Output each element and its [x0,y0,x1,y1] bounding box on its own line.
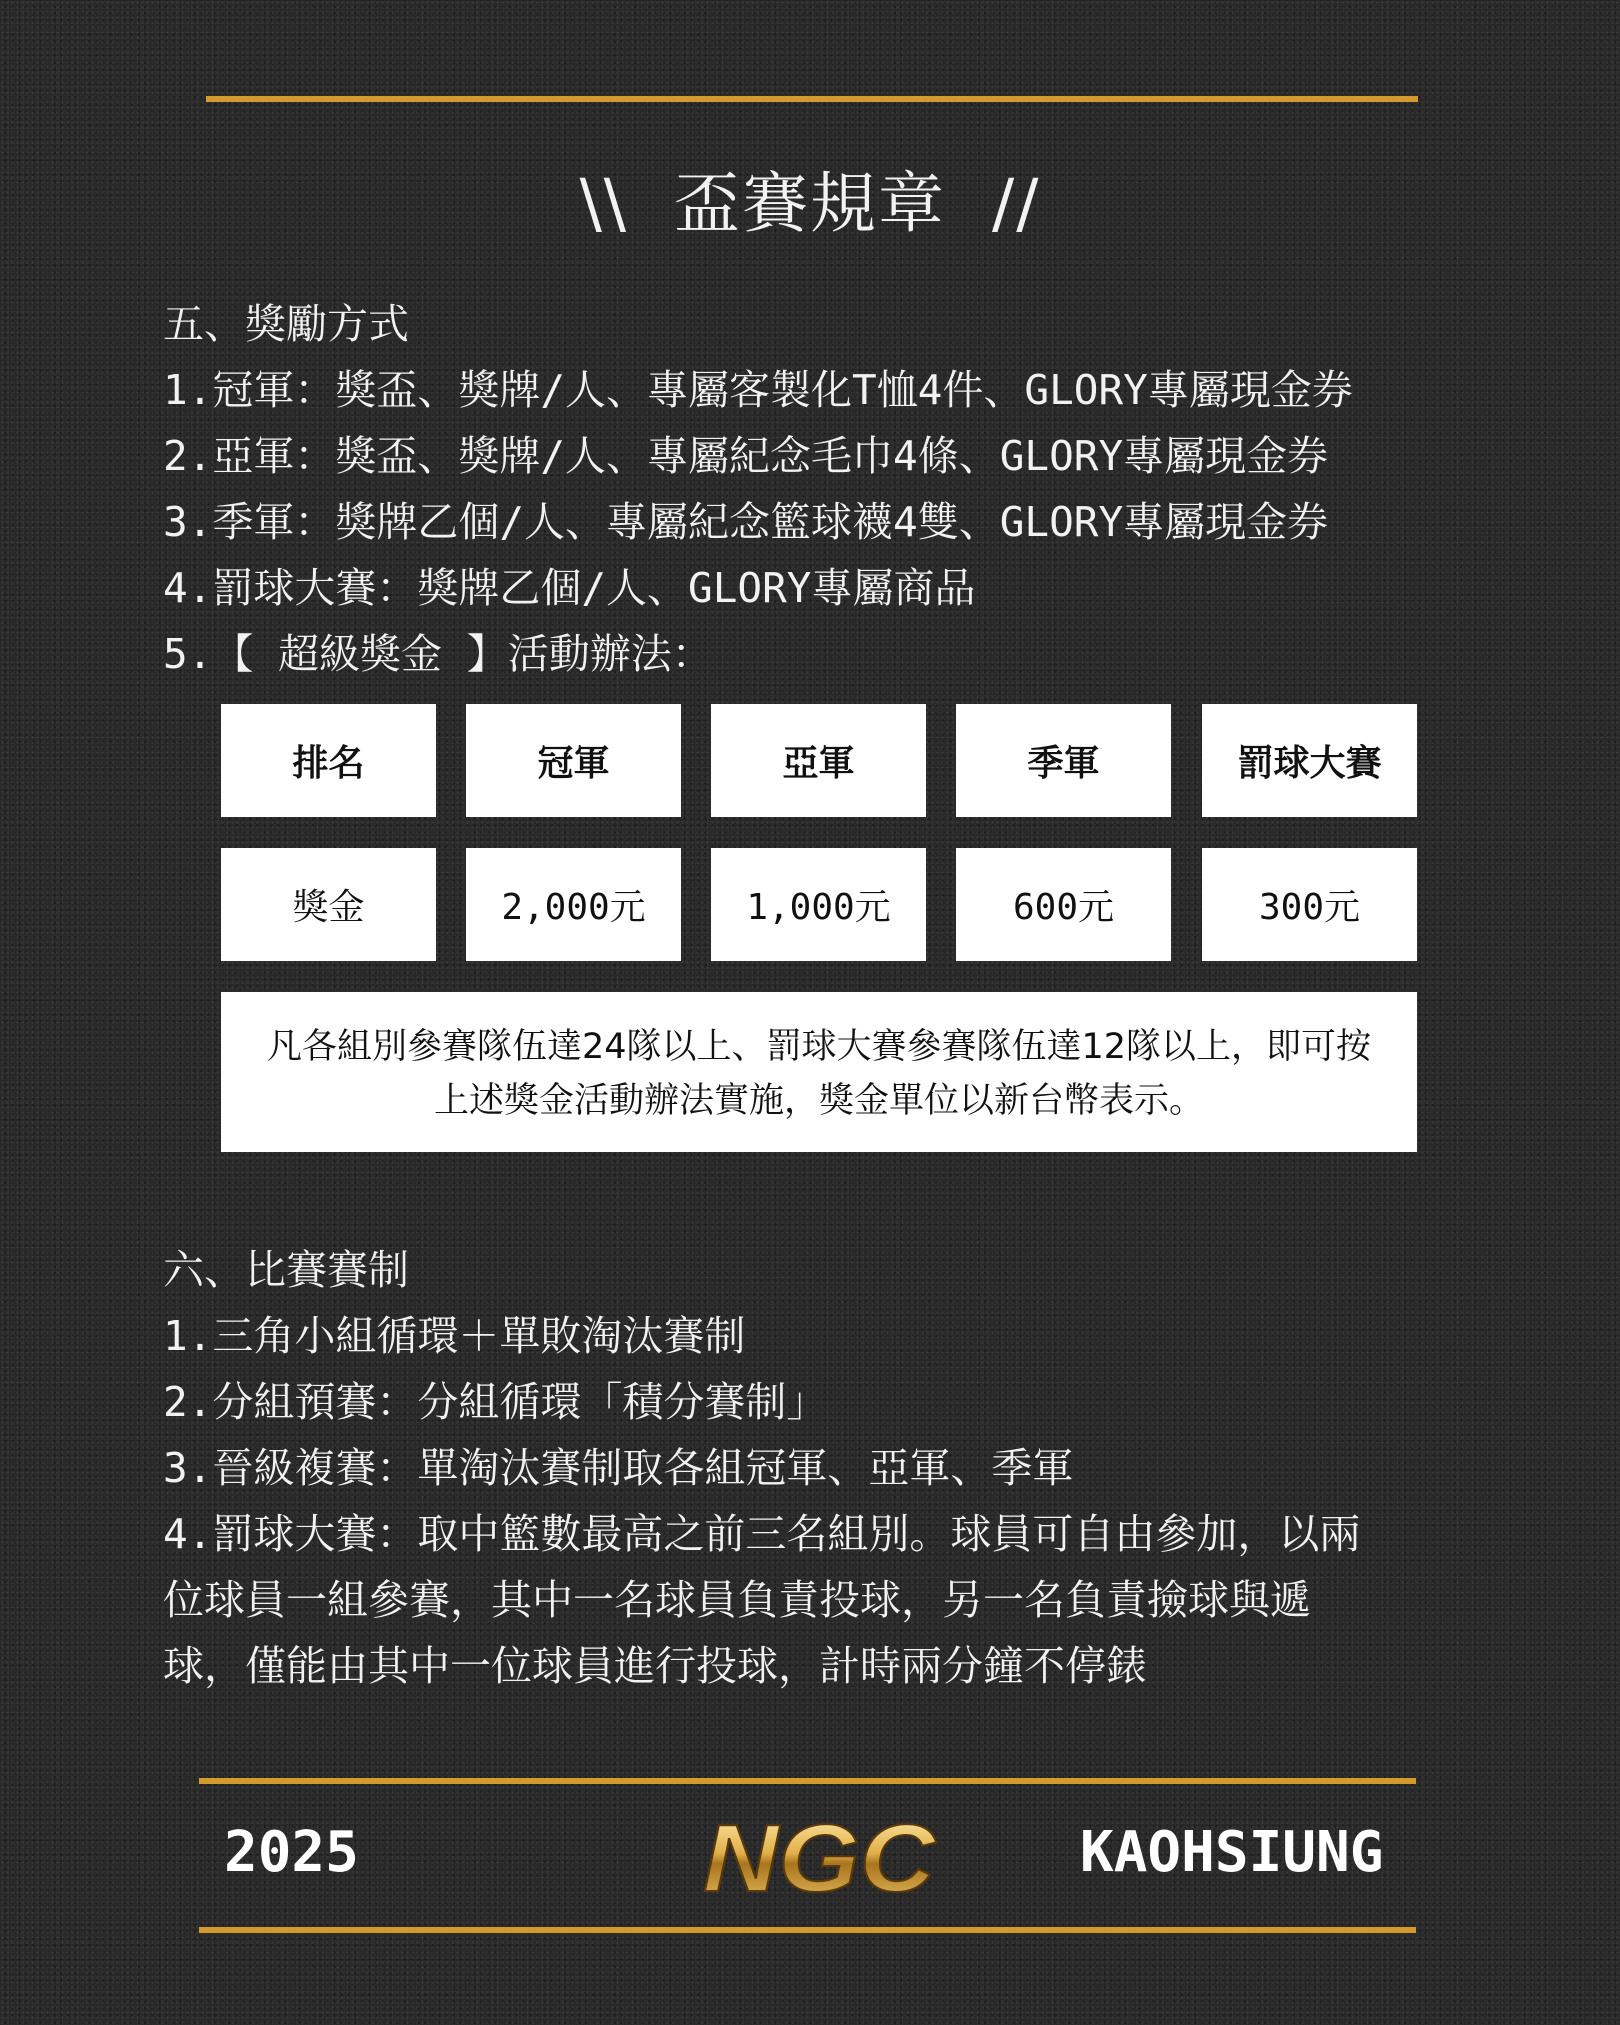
table-cell-free-throw-prize: 300元 [1202,848,1417,961]
awards-section [163,291,1453,687]
award-item-third: 3.季軍：獎牌乙個/人、專屬紀念籃球襪4雙、GLORY專屬現金券 [163,498,1329,546]
footer-top-divider [199,1778,1416,1784]
top-gold-divider [206,96,1418,102]
award-item-super-bonus: 5.【 超級獎金 】活動辦法： [163,630,713,678]
table-header-rank: 排名 [221,704,436,817]
awards-heading: 五、獎勵方式 [163,300,409,348]
table-header-third: 季軍 [956,704,1171,817]
format-item-1: 1.三角小組循環＋單敗淘汰賽制 [163,1312,746,1360]
table-cell-champion-prize: 2,000元 [466,848,681,961]
award-item-runner-up: 2.亞軍：獎盃、獎牌/人、專屬紀念毛巾4條、GLORY專屬現金券 [163,432,1329,480]
format-item-3: 3.晉級複賽：單淘汰賽制取各組冠軍、亞軍、季軍 [163,1444,1074,1492]
footer-city: KAOHSIUNG [1080,1820,1384,1885]
footer-bottom-divider [199,1927,1416,1933]
ngc-logo [697,1805,941,1913]
award-item-free-throw: 4.罰球大賽：獎牌乙個/人、GLORY專屬商品 [163,564,976,612]
format-item-4: 4.罰球大賽：取中籃數最高之前三名組別。球員可自由參加，以兩 [163,1510,1361,1558]
table-header-champion: 冠軍 [466,704,681,817]
format-item-4-cont-2: 球，僅能由其中一位球員進行投球，計時兩分鐘不停錶 [163,1642,1147,1690]
table-cell-third-prize: 600元 [956,848,1171,961]
format-section [163,1237,1453,1699]
ngc-logo-text: NGC [703,1805,937,1912]
format-heading: 六、比賽賽制 [163,1246,409,1294]
table-cell-runner-up-prize: 1,000元 [711,848,926,961]
footer-year: 2025 [224,1820,359,1885]
prize-note: 凡各組別參賽隊伍達24隊以上、罰球大賽參賽隊伍達12隊以上，即可按上述獎金活動辦法實施，獎金單位以新台幣表示。 [221,992,1417,1152]
award-item-champion: 1.冠軍：獎盃、獎牌/人、專屬客製化T恤4件、GLORY專屬現金券 [163,366,1353,414]
page-title: \\ 盃賽規章 // [579,165,1041,242]
format-item-4-cont-1: 位球員一組參賽，其中一名球員負責投球，另一名負責撿球與遞 [163,1576,1311,1624]
format-item-2: 2.分組預賽：分組循環「積分賽制」 [163,1378,828,1426]
table-header-free-throw: 罰球大賽 [1202,704,1417,817]
table-header-runner-up: 亞軍 [711,704,926,817]
table-row-label-prize: 獎金 [221,848,436,961]
